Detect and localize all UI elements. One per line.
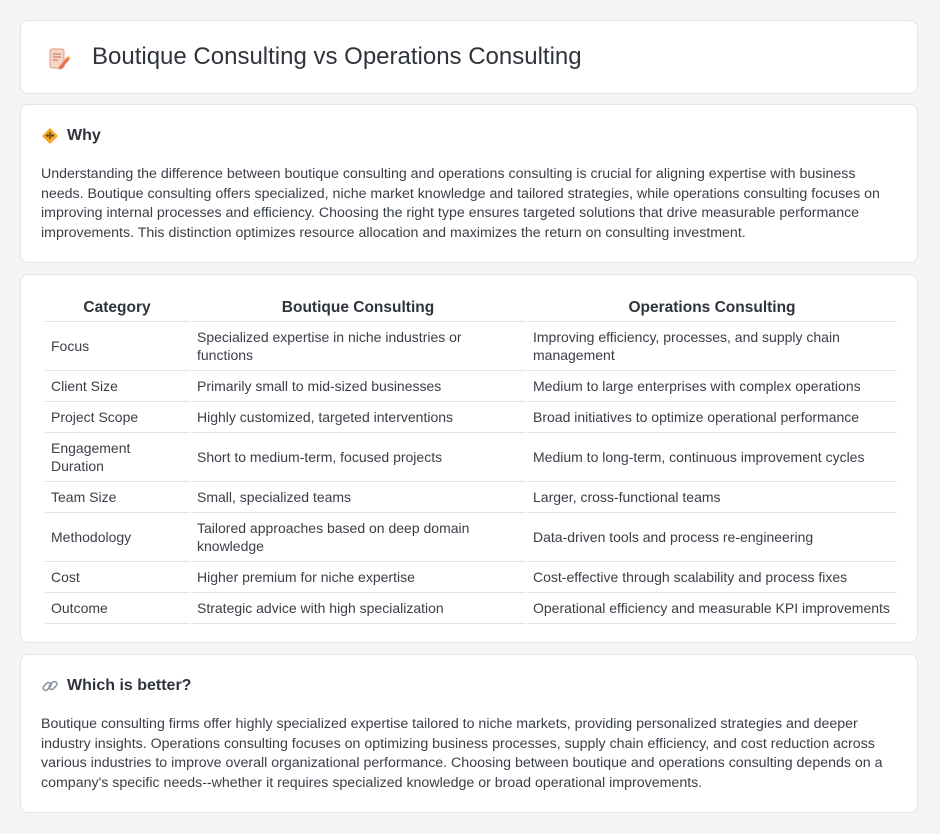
table-header-row [45,295,897,322]
table-row [45,482,897,513]
boutique-cell: Tailored approaches based on deep domain knowledge [191,513,525,562]
operations-cell: Improving efficiency, processes, and supply chain management [527,322,897,371]
header-card [20,20,918,94]
why-heading [41,127,101,145]
column-header-category: Category [45,295,189,322]
why-section [20,104,918,263]
category-cell: Client Size [45,371,189,402]
boutique-cell: Specialized expertise in niche industries or functions [191,322,525,371]
operations-cell: Medium to long-term, continuous improvement cycles [527,433,897,482]
table-row [45,562,897,593]
link-icon [41,677,59,695]
better-text: Boutique consulting firms offer highly specialized expertise tailored to niche markets, providing personalized strategies and deeper industry insights. Operations consulting focuses on optimizing business processes, supply chain efficiency, and cost reduction across various industries to improve overall organizational performance. Choosing between boutique and operations consulting depends on a company's specific needs--whether it requires specialized knowledge or broad operational improvements. [41,716,883,791]
category-cell: Engagement Duration [45,433,189,482]
category-cell: Cost [45,562,189,593]
which-is-better-section [20,654,918,813]
better-heading [41,677,191,695]
table-row [45,513,897,562]
column-header-operations: Operations Consulting [527,295,897,322]
category-cell: Team Size [45,482,189,513]
boutique-cell: Highly customized, targeted interventions [191,402,525,433]
table-row [45,402,897,433]
boutique-cell: Strategic advice with high specialization [191,593,525,624]
boutique-cell: Higher premium for niche expertise [191,562,525,593]
table-row [45,322,897,371]
operations-cell: Medium to large enterprises with complex operations [527,371,897,402]
table-row [45,371,897,402]
why-text: Understanding the difference between boutique consulting and operations consulting is crucial for aligning expertise with business needs. Boutique consulting offers specialized, niche market knowledge and tailored strategies, while operations consulting focuses on improving internal processes and efficiency. Choosing the right type ensures targeted solutions that drive measurable performance improvements. This distinction optimizes resource allocation and maximizes the return on consulting investment. [41,166,880,241]
category-cell: Focus [45,322,189,371]
comparison-table [43,295,899,624]
category-cell: Methodology [45,513,189,562]
table-row [45,593,897,624]
column-header-boutique: Boutique Consulting [191,295,525,322]
shield-warning-icon [41,127,59,145]
operations-cell: Broad initiatives to optimize operational performance [527,402,897,433]
page-title: Boutique Consulting vs Operations Consulting [92,43,582,70]
comparison-table-card [20,274,918,643]
document-pencil-icon [47,47,71,71]
boutique-cell: Primarily small to mid-sized businesses [191,371,525,402]
boutique-cell: Small, specialized teams [191,482,525,513]
table-row [45,433,897,482]
operations-cell: Larger, cross-functional teams [527,482,897,513]
operations-cell: Operational efficiency and measurable KPI improvements [527,593,897,624]
category-cell: Outcome [45,593,189,624]
operations-cell: Data-driven tools and process re-engineering [527,513,897,562]
category-cell: Project Scope [45,402,189,433]
better-title: Which is better? [67,677,192,694]
operations-cell: Cost-effective through scalability and process fixes [527,562,897,593]
why-title: Why [67,127,101,144]
boutique-cell: Short to medium-term, focused projects [191,433,525,482]
